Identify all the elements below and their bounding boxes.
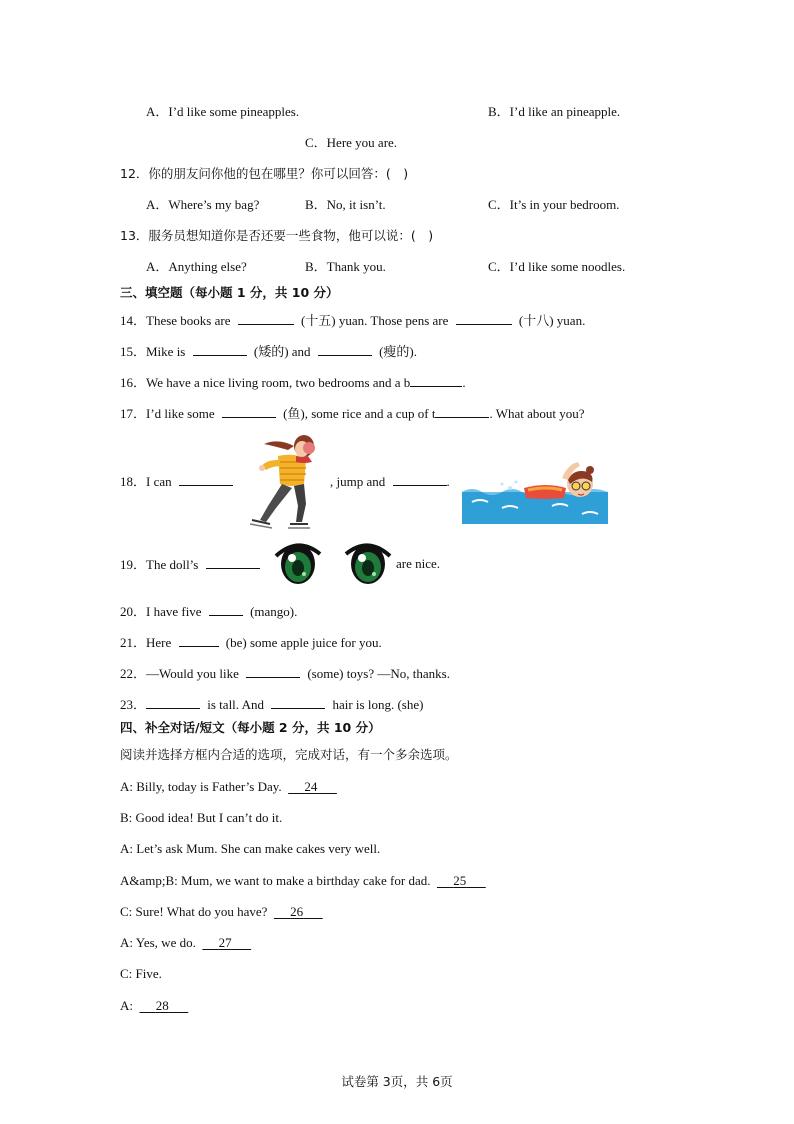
q18-part2-line	[330, 473, 450, 490]
q16	[120, 374, 466, 391]
blank-26	[274, 904, 323, 919]
q17-part3: . What about you?	[489, 406, 585, 421]
q14	[120, 312, 585, 329]
q20-blank	[209, 603, 243, 616]
q20-part2: (mango).	[250, 604, 298, 619]
q18-part3: .	[446, 474, 450, 489]
q18-part2: , jump and	[330, 474, 386, 489]
q14-blank-1	[238, 312, 294, 325]
blank-27	[202, 935, 251, 950]
q16-part2: .	[462, 375, 466, 390]
swimming-girl-illustration	[462, 458, 608, 524]
blank-number: 25	[453, 873, 467, 888]
q12-option-a: A．Where’s my bag?	[146, 197, 260, 212]
q23-part2: is tall. And	[207, 697, 264, 712]
section-4-title: 四、补全对话/短文（每小题 2 分，共 10 分）	[120, 720, 381, 735]
dialogue-line-text: B: Good idea! But I can’t do it.	[120, 810, 283, 825]
blank-number: 27	[218, 935, 232, 950]
q22-part1: 22．—Would you like	[120, 666, 239, 681]
q22-blank	[246, 665, 300, 678]
q18-part1: 18．I can	[120, 474, 172, 489]
q17-blank-2	[435, 405, 489, 418]
q19-part1: 19．The doll’s	[120, 557, 199, 572]
q15	[120, 343, 417, 360]
q21	[120, 634, 382, 651]
dialogue-line-text: A:	[120, 998, 133, 1013]
q15-part2: (矮的) and	[253, 344, 311, 359]
q23-part1: 23．	[120, 697, 147, 712]
dialogue-line-1	[120, 779, 337, 795]
q14-blank-2	[456, 312, 512, 325]
q19-part1-line	[120, 556, 260, 573]
dialogue-line-4	[120, 873, 486, 889]
doll-eye-right-illustration	[344, 538, 392, 588]
q11-option-a: A．I’d like some pineapples.	[146, 104, 300, 119]
q13-option-b: B．Thank you.	[305, 259, 386, 274]
blank-25	[437, 873, 486, 888]
q12-option-b: B．No, it isn’t.	[305, 197, 386, 212]
q18-blank-1	[179, 473, 233, 486]
q11-option-b: B．I’d like an pineapple.	[488, 104, 621, 119]
dialogue-line-5	[120, 904, 323, 920]
q22-part2: (some) toys? —No, thanks.	[307, 666, 450, 681]
q16-blank	[410, 374, 462, 387]
q23-part3: hair is long. (she)	[332, 697, 424, 712]
q23-blank-2	[271, 696, 325, 709]
dialogue-line-text: C: Five.	[120, 966, 162, 981]
q21-part2: (be) some apple juice for you.	[225, 635, 382, 650]
q23-blank-1	[146, 696, 200, 709]
dialogue-line-text: C: Sure! What do you have?	[120, 904, 268, 919]
dialogue-line-text: A&amp;B: Mum, we want to make a birthday cake for dad.	[120, 873, 431, 888]
q21-part1: 21．Here	[120, 635, 172, 650]
dialogue-line-2	[120, 810, 282, 826]
q15-blank-1	[193, 343, 247, 356]
q17	[120, 405, 585, 422]
q16-part1: 16．We have a nice living room, two bedrooms and a b	[120, 375, 411, 390]
blank-number: 28	[155, 998, 169, 1013]
q22	[120, 665, 450, 682]
skating-girl-illustration	[238, 432, 324, 532]
dialogue-line-6	[120, 935, 251, 951]
q13-stem: 13．服务员想知道你是否还要一些食物，他可以说：( )	[120, 228, 434, 243]
q12-option-c: C．It’s in your bedroom.	[488, 197, 620, 212]
section-4-instruction: 阅读并选择方框内合适的选项，完成对话，有一个多余选项。	[120, 747, 458, 762]
dialogue-line-text: A: Yes, we do.	[120, 935, 196, 950]
q14-part1: 14．These books are	[120, 313, 231, 328]
q15-part1: 15．Mike is	[120, 344, 186, 359]
q17-part1: 17．I’d like some	[120, 406, 215, 421]
dialogue-line-3	[120, 841, 380, 857]
blank-28	[140, 998, 189, 1013]
blank-number: 24	[304, 779, 318, 794]
q13-option-c: C．I’d like some noodles.	[488, 259, 626, 274]
dialogue-line-7	[120, 966, 162, 982]
q20	[120, 603, 297, 620]
q17-part2: (鱼), some rice and a cup of t	[283, 406, 436, 421]
dialogue-line-text: A: Billy, today is Father’s Day.	[120, 779, 282, 794]
q13-option-a: A．Anything else?	[146, 259, 247, 274]
q23	[120, 696, 423, 713]
q21-blank	[179, 634, 219, 647]
dialogue-line-text: A: Let’s ask Mum. She can make cakes very well.	[120, 841, 381, 856]
blank-24	[288, 779, 337, 794]
q19-blank	[206, 556, 260, 569]
q20-part1: 20．I have five	[120, 604, 202, 619]
q14-part2: (十五) yuan. Those pens are	[300, 313, 449, 328]
q14-part3: (十八) yuan.	[518, 313, 586, 328]
page-footer: 试卷第 3页，共 6页	[341, 1074, 453, 1089]
q11-option-c: C．Here you are.	[305, 135, 398, 150]
q18-blank-2	[393, 473, 447, 486]
q15-blank-2	[318, 343, 372, 356]
doll-eye-left-illustration	[274, 538, 322, 588]
q19-part2: are nice.	[396, 556, 441, 571]
q15-part3: (瘦的).	[379, 344, 417, 359]
q12-stem: 12．你的朋友问你他的包在哪里？你可以回答：( )	[120, 166, 409, 181]
section-3-title: 三、填空题（每小题 1 分，共 10 分）	[120, 285, 339, 300]
q17-blank-1	[222, 405, 276, 418]
blank-number: 26	[290, 904, 304, 919]
dialogue-line-8	[120, 998, 188, 1014]
q18-part1-line	[120, 473, 233, 490]
